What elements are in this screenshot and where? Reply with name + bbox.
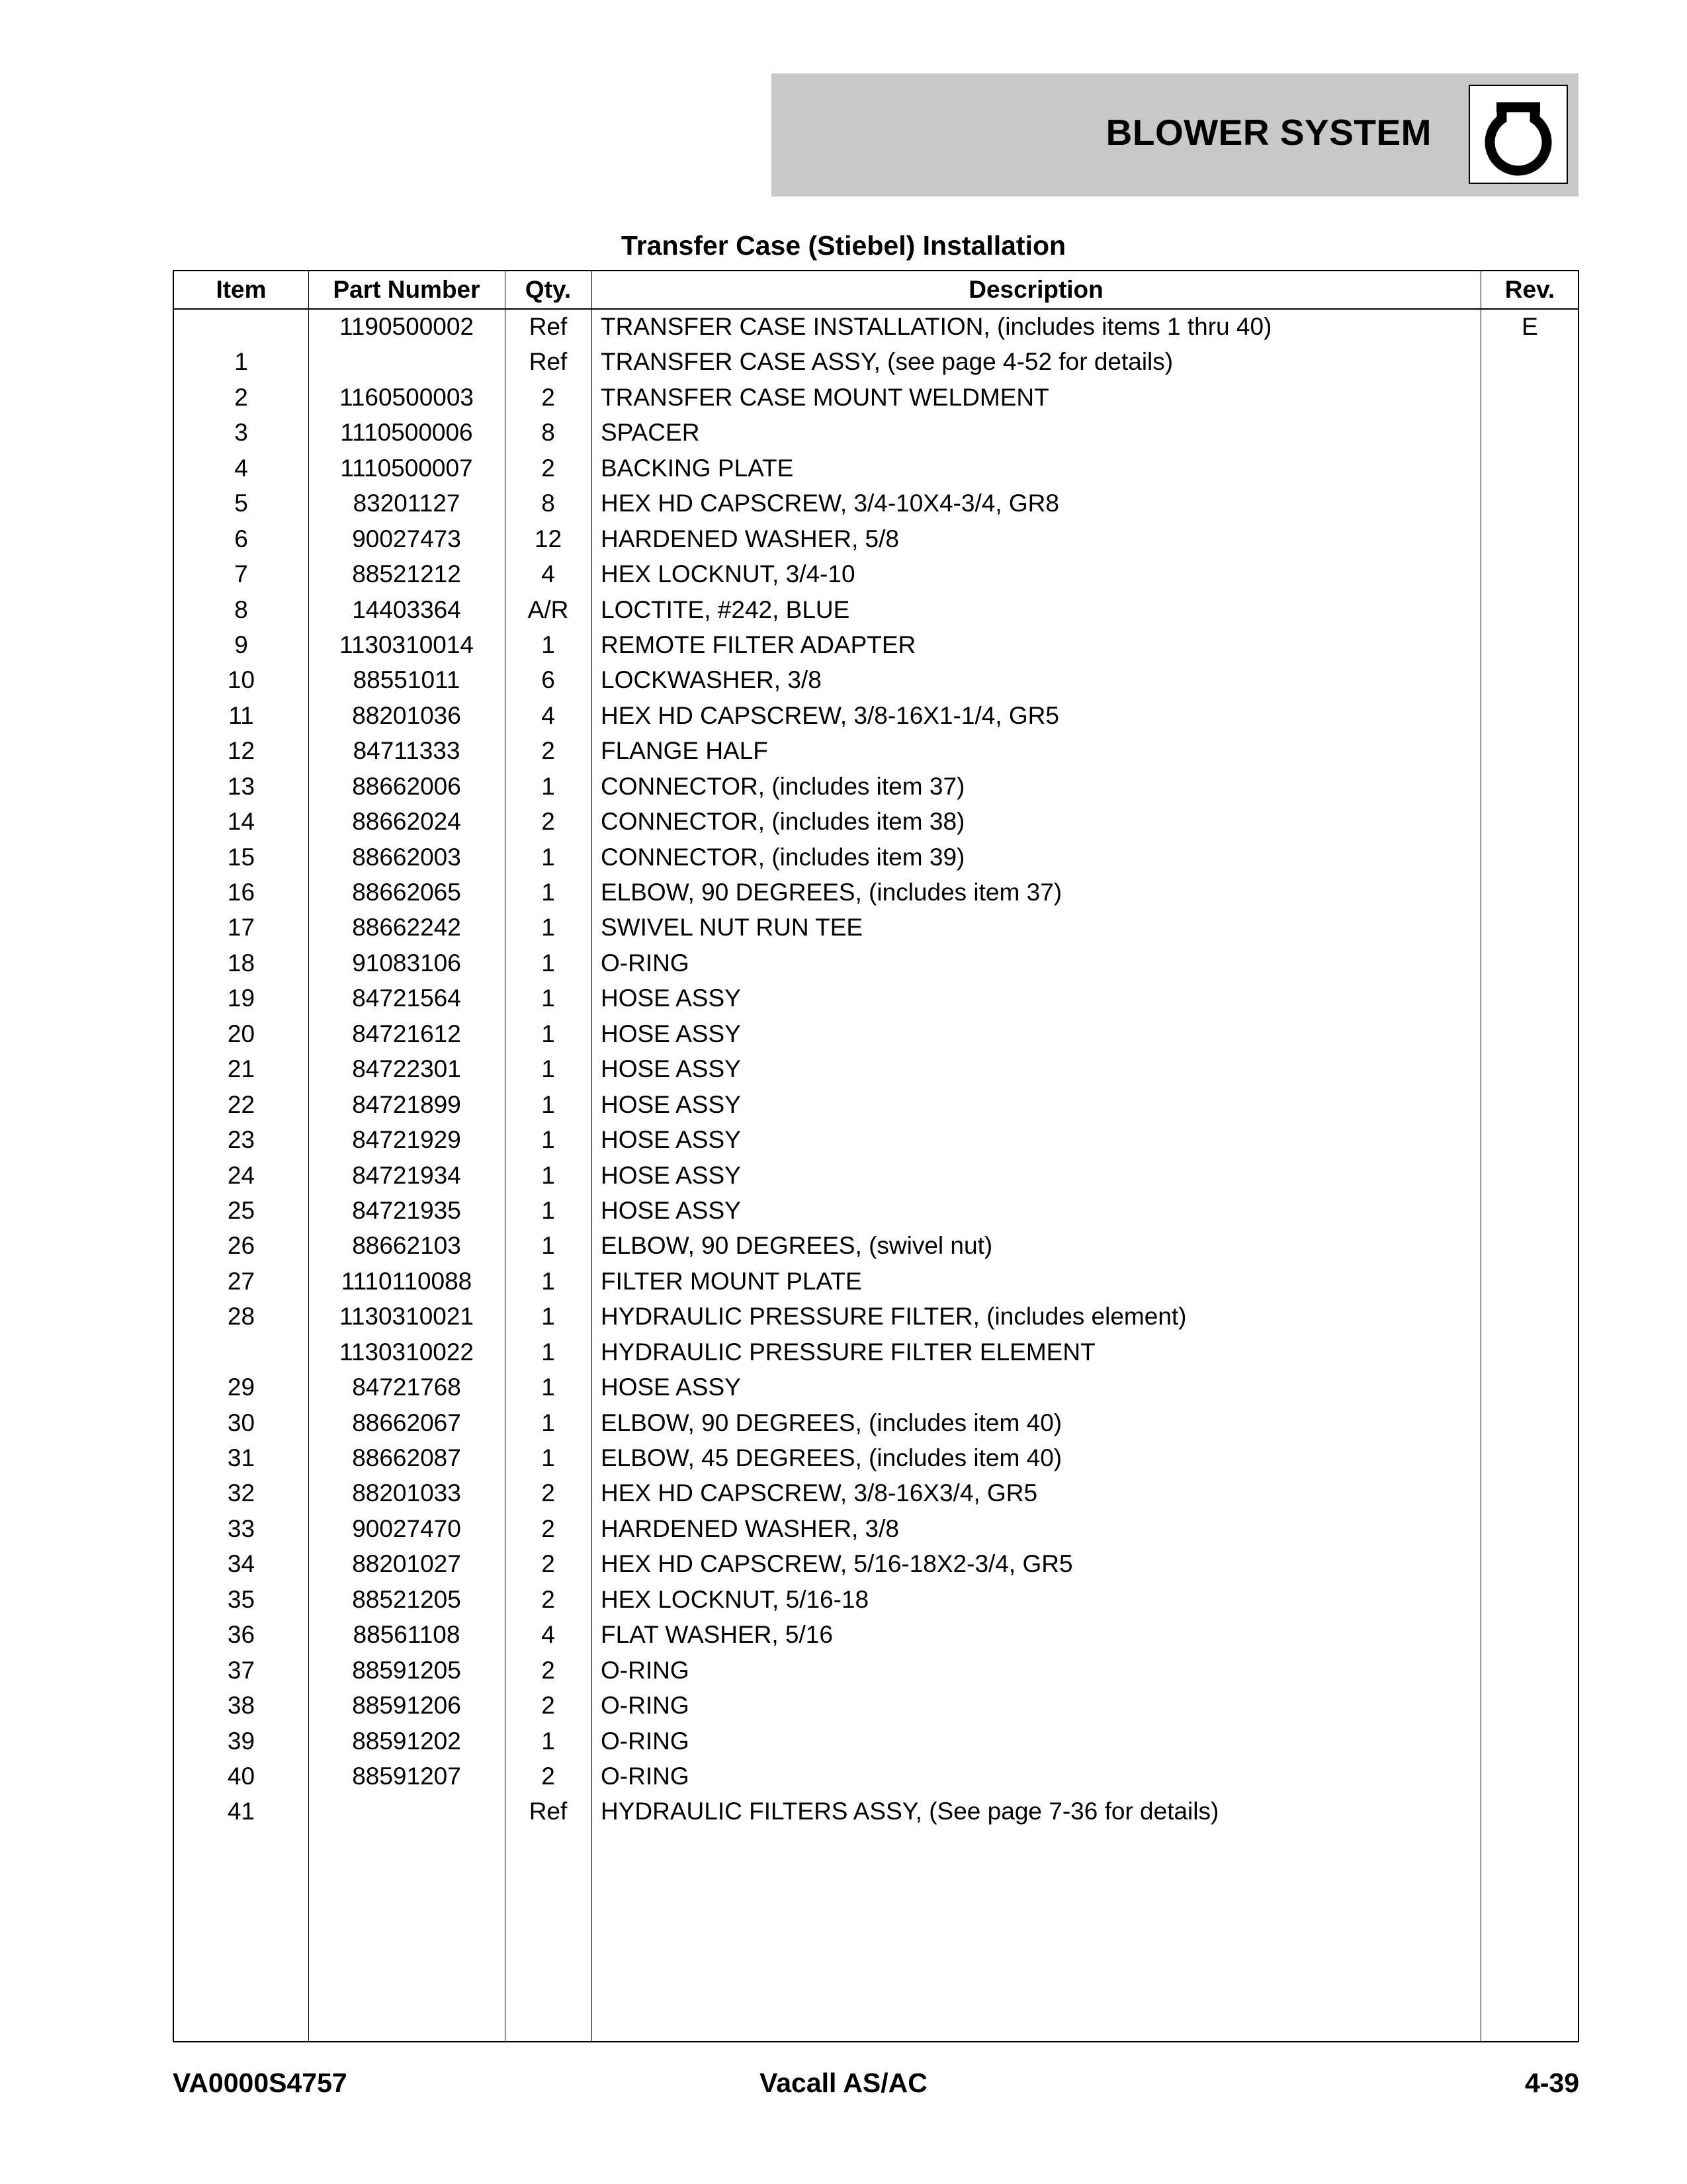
table-row — [174, 1370, 1578, 1405]
qty-cell: 2 — [541, 1514, 555, 1542]
item-cell: 33 — [227, 1514, 255, 1542]
table-row — [174, 1759, 1578, 1794]
qty-cell: 2 — [541, 1585, 555, 1613]
item-cell: 30 — [227, 1409, 255, 1436]
description-cell: HYDRAULIC PRESSURE FILTER ELEMENT — [601, 1338, 1096, 1366]
qty-cell: 1 — [541, 984, 555, 1012]
item-cell: 4 — [234, 454, 248, 482]
qty-cell: 2 — [541, 1550, 555, 1578]
table-row — [174, 1724, 1578, 1759]
table-row — [174, 1051, 1578, 1086]
table-row — [174, 627, 1578, 662]
item-cell: 25 — [227, 1196, 255, 1224]
part-number-cell: 1110500006 — [340, 419, 473, 447]
description-cell: TRANSFER CASE INSTALLATION, (includes items 1 thru 40) — [601, 313, 1272, 340]
column-header-item: Item — [216, 276, 267, 303]
part-number-cell: 88201027 — [352, 1550, 461, 1578]
item-cell: 15 — [227, 843, 255, 871]
part-number-cell: 88201036 — [352, 701, 461, 729]
part-number-cell: 84722301 — [352, 1055, 461, 1083]
table-row — [174, 1016, 1578, 1051]
item-cell: 9 — [234, 631, 248, 658]
part-number-cell: 88662006 — [352, 772, 461, 800]
qty-cell: 1 — [541, 949, 555, 977]
item-cell: 1 — [234, 348, 248, 376]
table-row — [174, 1122, 1578, 1157]
part-number-cell: 84721768 — [352, 1374, 461, 1401]
description-cell: HEX HD CAPSCREW, 5/16-18X2-3/4, GR5 — [601, 1550, 1073, 1578]
description-cell: HARDENED WASHER, 5/8 — [601, 525, 899, 552]
qty-cell: 2 — [541, 1479, 555, 1507]
description-cell: FLANGE HALF — [601, 737, 768, 765]
table-row — [174, 804, 1578, 839]
table-row — [174, 521, 1578, 556]
qty-cell: A/R — [527, 595, 569, 623]
description-cell: SPACER — [601, 419, 700, 447]
table-row — [174, 1475, 1578, 1510]
item-cell: 18 — [227, 949, 255, 977]
qty-cell: 1 — [541, 1303, 555, 1331]
qty-cell: 1 — [541, 1196, 555, 1224]
table-row — [174, 1653, 1578, 1688]
qty-cell: 2 — [541, 383, 555, 411]
table-row — [174, 1193, 1578, 1228]
description-cell: O-RING — [601, 1692, 689, 1720]
table-row — [174, 1582, 1578, 1617]
description-cell: O-RING — [601, 1762, 689, 1790]
description-cell: BACKING PLATE — [601, 454, 794, 482]
part-number-cell: 88662103 — [352, 1232, 461, 1260]
part-number-cell: 88561108 — [353, 1621, 460, 1649]
table-row — [174, 556, 1578, 591]
table-row — [174, 1617, 1578, 1652]
description-cell: FILTER MOUNT PLATE — [601, 1267, 862, 1295]
part-number-cell: 1160500003 — [339, 383, 474, 411]
part-number-cell: 1190500002 — [339, 313, 474, 340]
table-row — [174, 910, 1578, 945]
part-number-cell: 88551011 — [353, 666, 460, 694]
part-number-cell: 88662067 — [352, 1409, 461, 1436]
qty-cell: 8 — [541, 490, 555, 517]
qty-cell: 1 — [541, 1020, 555, 1047]
table-body — [174, 309, 1578, 1829]
part-number-cell: 1110110088 — [341, 1267, 472, 1295]
qty-cell: 4 — [541, 560, 555, 588]
description-cell: HYDRAULIC PRESSURE FILTER, (includes element) — [601, 1303, 1187, 1331]
part-number-cell: 88662065 — [352, 879, 461, 906]
qty-cell: 1 — [541, 1055, 555, 1083]
item-cell: 32 — [227, 1479, 255, 1507]
table-row — [174, 1511, 1578, 1546]
qty-cell: 1 — [541, 843, 555, 871]
qty-cell: 1 — [541, 1338, 555, 1366]
table-row — [174, 733, 1578, 768]
description-cell: HOSE ASSY — [601, 1020, 741, 1047]
item-cell: 14 — [227, 808, 255, 836]
table-row — [174, 662, 1578, 697]
qty-cell: 1 — [541, 1232, 555, 1260]
part-number-cell: 14403364 — [352, 595, 461, 623]
table-title: Transfer Case (Stiebel) Installation — [621, 230, 1066, 261]
description-cell: HEX LOCKNUT, 3/4-10 — [601, 560, 855, 588]
description-cell: LOCTITE, #242, BLUE — [601, 595, 850, 623]
table-row — [174, 451, 1578, 486]
qty-cell: 1 — [541, 879, 555, 906]
item-cell: 36 — [227, 1621, 255, 1649]
description-cell: HOSE ASSY — [601, 1161, 741, 1189]
description-cell: HOSE ASSY — [601, 1090, 741, 1118]
qty-cell: 1 — [541, 772, 555, 800]
qty-cell: 1 — [541, 1444, 555, 1471]
item-cell: 24 — [227, 1161, 255, 1189]
description-cell: TRANSFER CASE ASSY, (see page 4-52 for details) — [601, 348, 1174, 376]
part-number-cell: 88662003 — [352, 843, 461, 871]
item-cell: 20 — [227, 1020, 255, 1047]
part-number-cell: 83201127 — [353, 490, 460, 517]
description-cell: O-RING — [601, 949, 689, 977]
table-row — [174, 698, 1578, 733]
column-header-rev: Rev. — [1504, 276, 1555, 303]
qty-cell: 2 — [541, 454, 555, 482]
rev-cell: E — [1522, 313, 1538, 340]
item-cell: 26 — [227, 1232, 255, 1260]
description-cell: CONNECTOR, (includes item 38) — [601, 808, 965, 836]
item-cell: 21 — [227, 1055, 255, 1083]
table-row — [174, 1546, 1578, 1581]
description-cell: HOSE ASSY — [601, 1055, 741, 1083]
description-cell: O-RING — [601, 1727, 689, 1755]
item-cell: 2 — [234, 383, 248, 411]
item-cell: 23 — [227, 1126, 255, 1154]
part-number-cell: 1130310022 — [339, 1338, 474, 1366]
item-cell: 6 — [234, 525, 248, 552]
table-row — [174, 1440, 1578, 1475]
qty-cell: Ref — [529, 313, 568, 340]
table-row — [174, 592, 1578, 627]
section-header — [771, 73, 1579, 197]
description-cell: CONNECTOR, (includes item 39) — [601, 843, 965, 871]
qty-cell: 1 — [541, 631, 555, 658]
part-number-cell: 84711333 — [353, 737, 460, 765]
qty-cell: 2 — [541, 1762, 555, 1790]
qty-cell: 1 — [541, 1126, 555, 1154]
description-cell: SWIVEL NUT RUN TEE — [601, 914, 863, 941]
part-number-cell: 84721934 — [352, 1161, 461, 1189]
description-cell: LOCKWASHER, 3/8 — [601, 666, 822, 694]
section-title: BLOWER SYSTEM — [1105, 112, 1432, 153]
description-cell: TRANSFER CASE MOUNT WELDMENT — [601, 383, 1049, 411]
item-cell: 41 — [227, 1798, 255, 1825]
item-cell: 11 — [228, 701, 254, 729]
item-cell: 39 — [227, 1727, 255, 1755]
item-cell: 5 — [234, 490, 248, 517]
item-cell: 16 — [227, 879, 255, 906]
part-number-cell: 90027470 — [352, 1514, 461, 1542]
part-number-cell: 88591202 — [352, 1727, 461, 1755]
footer-doc-number: VA0000S4757 — [173, 2068, 347, 2098]
part-number-cell: 1110500007 — [340, 454, 473, 482]
table-row — [174, 344, 1578, 379]
table-row — [174, 1158, 1578, 1193]
qty-cell: 2 — [541, 1656, 555, 1684]
table-row — [174, 769, 1578, 804]
table-row — [174, 840, 1578, 875]
item-cell: 22 — [227, 1090, 255, 1118]
description-cell: HYDRAULIC FILTERS ASSY, (See page 7-36 for details) — [601, 1798, 1219, 1825]
item-cell: 28 — [227, 1303, 255, 1331]
table-row — [174, 875, 1578, 910]
qty-cell: 12 — [534, 525, 562, 552]
part-number-cell: 84721929 — [352, 1126, 461, 1154]
item-cell: 17 — [227, 914, 255, 941]
table-row — [174, 1264, 1578, 1299]
part-number-cell: 90027473 — [352, 525, 461, 552]
part-number-cell: 88591206 — [352, 1692, 461, 1720]
part-number-cell: 1130310021 — [339, 1303, 474, 1331]
description-cell: O-RING — [601, 1656, 689, 1684]
column-header-description: Description — [969, 276, 1103, 303]
qty-cell: 4 — [541, 701, 555, 729]
parts-table — [173, 270, 1579, 2042]
qty-cell: Ref — [529, 348, 568, 376]
item-cell: 12 — [227, 737, 255, 765]
item-cell: 37 — [227, 1656, 255, 1684]
part-number-cell: 1130310014 — [339, 631, 474, 658]
table-row — [174, 945, 1578, 981]
description-cell: HEX HD CAPSCREW, 3/8-16X3/4, GR5 — [601, 1479, 1038, 1507]
part-number-cell: 91083106 — [352, 949, 461, 977]
part-number-cell: 84721899 — [352, 1090, 461, 1118]
item-cell: 13 — [227, 772, 255, 800]
table-row — [174, 981, 1578, 1016]
table-row — [174, 1087, 1578, 1122]
description-cell: HOSE ASSY — [601, 1374, 741, 1401]
part-number-cell: 88591207 — [352, 1762, 461, 1790]
table-row — [174, 309, 1578, 344]
blower-icon — [1470, 86, 1567, 183]
table-row — [174, 1688, 1578, 1723]
part-number-cell: 84721564 — [352, 984, 461, 1012]
item-cell: 10 — [227, 666, 255, 694]
description-cell: HOSE ASSY — [601, 1196, 741, 1224]
column-header-part-number: Part Number — [333, 276, 480, 303]
part-number-cell: 88201033 — [352, 1479, 461, 1507]
qty-cell: 2 — [541, 808, 555, 836]
table-row — [174, 380, 1578, 415]
table-row — [174, 1334, 1578, 1370]
description-cell: HARDENED WASHER, 3/8 — [601, 1514, 899, 1542]
description-cell: HEX HD CAPSCREW, 3/8-16X1-1/4, GR5 — [601, 701, 1059, 729]
description-cell: HEX HD CAPSCREW, 3/4-10X4-3/4, GR8 — [601, 490, 1059, 517]
column-header-qty: Qty. — [525, 276, 572, 303]
part-number-cell: 84721935 — [352, 1196, 461, 1224]
description-cell: HOSE ASSY — [601, 1126, 741, 1154]
item-cell: 8 — [234, 595, 248, 623]
table-row — [174, 415, 1578, 450]
item-cell: 38 — [227, 1692, 255, 1720]
qty-cell: 1 — [541, 1090, 555, 1118]
qty-cell: 2 — [541, 737, 555, 765]
part-number-cell: 88662087 — [352, 1444, 461, 1471]
description-cell: HEX LOCKNUT, 5/16-18 — [601, 1585, 869, 1613]
qty-cell: 1 — [541, 1409, 555, 1436]
item-cell: 3 — [234, 419, 248, 447]
description-cell: ELBOW, 90 DEGREES, (includes item 37) — [601, 879, 1062, 906]
qty-cell: 6 — [541, 666, 555, 694]
description-cell: ELBOW, 90 DEGREES, (swivel nut) — [601, 1232, 993, 1260]
item-cell: 31 — [227, 1444, 255, 1471]
part-number-cell: 88662242 — [352, 914, 461, 941]
description-cell: ELBOW, 45 DEGREES, (includes item 40) — [601, 1444, 1062, 1471]
description-cell: REMOTE FILTER ADAPTER — [601, 631, 916, 658]
item-cell: 34 — [227, 1550, 255, 1578]
part-number-cell: 88662024 — [352, 808, 461, 836]
table-row — [174, 1794, 1578, 1829]
part-number-cell: 84721612 — [352, 1020, 461, 1047]
qty-cell: 1 — [541, 1727, 555, 1755]
qty-cell: 2 — [541, 1692, 555, 1720]
item-cell: 19 — [227, 984, 255, 1012]
qty-cell: 1 — [541, 914, 555, 941]
qty-cell: Ref — [529, 1798, 568, 1825]
part-number-cell: 88591205 — [352, 1656, 461, 1684]
description-cell: CONNECTOR, (includes item 37) — [601, 772, 965, 800]
part-number-cell: 88521212 — [352, 560, 461, 588]
item-cell: 29 — [227, 1374, 255, 1401]
part-number-cell: 88521205 — [352, 1585, 461, 1613]
description-cell: FLAT WASHER, 5/16 — [601, 1621, 833, 1649]
qty-cell: 8 — [541, 419, 555, 447]
table-row — [174, 1299, 1578, 1334]
qty-cell: 4 — [541, 1621, 555, 1649]
description-cell: ELBOW, 90 DEGREES, (includes item 40) — [601, 1409, 1062, 1436]
footer-page-number: 4-39 — [1524, 2068, 1579, 2098]
item-cell: 27 — [227, 1267, 255, 1295]
qty-cell: 1 — [541, 1161, 555, 1189]
item-cell: 7 — [234, 560, 248, 588]
description-cell: HOSE ASSY — [601, 984, 741, 1012]
item-cell: 35 — [227, 1585, 255, 1613]
item-cell: 40 — [227, 1762, 255, 1790]
blower-section-icon — [1469, 85, 1568, 184]
table-row — [174, 1405, 1578, 1440]
table-row — [174, 486, 1578, 521]
footer-product: Vacall AS/AC — [759, 2068, 928, 2098]
qty-cell: 1 — [541, 1374, 555, 1401]
qty-cell: 1 — [541, 1267, 555, 1295]
table-row — [174, 1228, 1578, 1263]
